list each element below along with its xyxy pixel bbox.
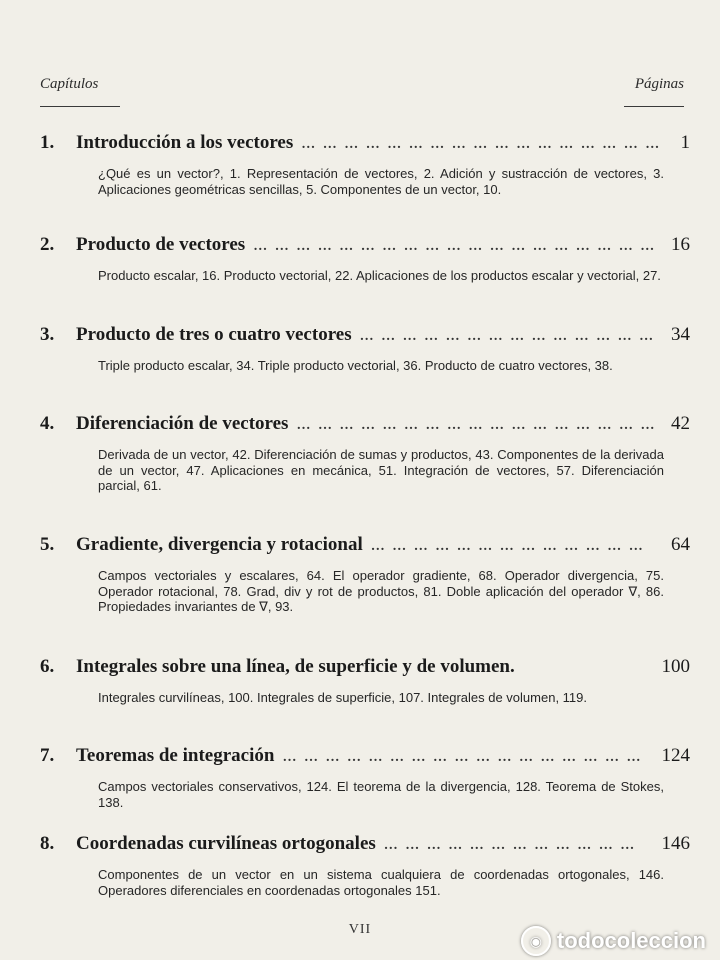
toc-entry-5 xyxy=(40,534,690,615)
pages-heading-underline xyxy=(624,106,684,107)
chapter-number: 4. xyxy=(40,413,55,434)
chapter-title: Gradiente, divergencia y rotacional xyxy=(76,534,363,555)
toc-entry-6 xyxy=(40,656,690,706)
chapter-number: 7. xyxy=(40,745,55,766)
watermark xyxy=(521,926,706,956)
toc-entry-1 xyxy=(40,132,690,197)
chapter-description: Campos vectoriales y escalares, 64. El operador gradiente, 68. Operador divergencia, 75. Operador rotacional, 78. Grad, div y rot de productos, 81. Doble aplicación del operador ∇, 86. Propiedades invariantes de ∇, 93. xyxy=(98,568,664,614)
chapter-title: Teoremas de integración xyxy=(76,745,275,766)
chapter-description: Derivada de un vector, 42. Diferenciación de sumas y productos, 43. Componentes de la derivada de un vector, 47. Aplicaciones en mecánica, 51. Integración de vectores, 57. Diferenciación parcial, 61. xyxy=(98,447,664,493)
chapter-page-number: 1 xyxy=(680,132,690,153)
chapter-page-number: 64 xyxy=(671,534,690,555)
toc-entry-2 xyxy=(40,234,690,284)
chapter-description: ¿Qué es un vector?, 1. Representación de vectores, 2. Adición y sustracción de vectores, 3. Aplicaciones geométricas sencillas, 5. Componentes de un vector, 10. xyxy=(98,166,664,197)
chapter-title: Coordenadas curvilíneas ortogonales xyxy=(76,833,376,854)
chapter-number: 8. xyxy=(40,833,55,854)
chapter-description: Triple producto escalar, 34. Triple producto vectorial, 36. Producto de cuatro vectores, 38. xyxy=(98,358,613,373)
chapter-page-number: 16 xyxy=(671,234,690,255)
toc-entry-8 xyxy=(40,833,690,898)
chapter-description: Campos vectoriales conservativos, 124. El teorema de la divergencia, 128. Teorema de Stokes, 138. xyxy=(98,779,664,810)
chapter-number: 5. xyxy=(40,534,55,555)
watermark-text: todocoleccion xyxy=(556,928,706,953)
page-folio: VII xyxy=(348,922,372,937)
toc-entry-3 xyxy=(40,324,690,374)
dot-leader: … … … … … … … … … … … … xyxy=(383,838,637,853)
chapter-page-number: 34 xyxy=(671,324,690,345)
dot-leader: … … … … … … … … … … … … … … … … … xyxy=(282,750,643,765)
toc-entry-4 xyxy=(40,413,690,494)
chapters-column-heading: Capítulos xyxy=(40,76,99,92)
chapter-title: Integrales sobre una línea, de superficie y de volumen. xyxy=(76,656,515,677)
dot-leader: … … … … … … … … … … … … … … … … … xyxy=(301,137,662,152)
chapters-heading-underline xyxy=(40,106,120,107)
chapter-description: Componentes de un vector en un sistema cualquiera de coordenadas ortogonales, 146. Operadores diferenciales en coordenadas ortogonales 151. xyxy=(98,867,664,898)
chapter-title: Producto de tres o cuatro vectores xyxy=(76,324,352,345)
chapter-number: 6. xyxy=(40,656,55,677)
chapter-number: 1. xyxy=(40,132,55,153)
chapter-title: Diferenciación de vectores xyxy=(76,413,289,434)
chapter-page-number: 100 xyxy=(661,656,690,677)
toc-entry-7 xyxy=(40,745,690,810)
tc-logo-icon: ◉ xyxy=(521,926,551,956)
dot-leader: … … … … … … … … … … … … … … … … … xyxy=(296,418,657,433)
chapter-number: 3. xyxy=(40,324,55,345)
chapter-description: Producto escalar, 16. Producto vectorial, 22. Aplicaciones de los productos escalar y vectorial, 27. xyxy=(98,268,661,283)
chapter-page-number: 124 xyxy=(661,745,690,766)
pages-column-heading: Páginas xyxy=(634,76,684,92)
chapter-title: Producto de vectores xyxy=(76,234,246,255)
dot-leader: … … … … … … … … … … … … … … xyxy=(359,329,656,344)
chapter-page-number: 146 xyxy=(661,833,690,854)
chapter-page-number: 42 xyxy=(671,413,690,434)
chapter-number: 2. xyxy=(40,234,55,255)
chapter-description: Integrales curvilíneas, 100. Integrales de superficie, 107. Integrales de volumen, 119. xyxy=(98,690,587,705)
dot-leader: … … … … … … … … … … … … … … … … … … … xyxy=(253,239,657,254)
chapter-title: Introducción a los vectores xyxy=(76,132,294,153)
dot-leader: … … … … … … … … … … … … … xyxy=(370,539,645,554)
